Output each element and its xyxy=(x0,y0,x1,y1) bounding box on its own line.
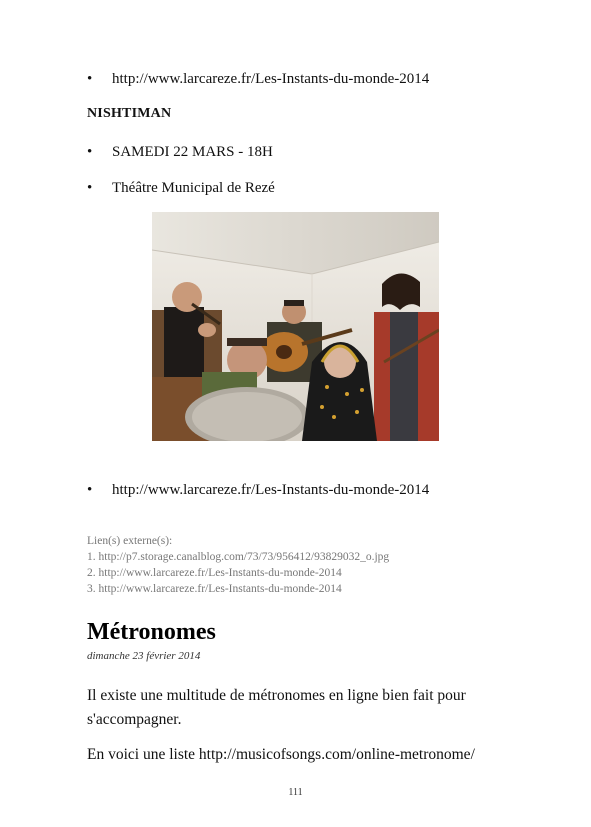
external-link-3[interactable]: 3. http://www.larcareze.fr/Les-Instants-du-monde-2014 xyxy=(87,583,342,595)
article-paragraph-1: Il existe une multitude de métronomes en ligne bien fait pour s'accompagner. xyxy=(87,687,466,728)
bullet-link-text[interactable]: http://www.larcareze.fr/Les-Instants-du-monde-2014 xyxy=(112,482,430,498)
bullet-symbol: • xyxy=(87,180,93,196)
event-venue-text: Théâtre Municipal de Rezé xyxy=(112,180,275,196)
article-paragraph-2: En voici une liste http://musicofsongs.com/online-metronome/ xyxy=(87,746,475,763)
article-date: dimanche 23 février 2014 xyxy=(87,650,201,662)
external-links xyxy=(87,533,389,597)
event-date-text: SAMEDI 22 MARS - 18H xyxy=(112,144,273,160)
event-name: NISHTIMAN xyxy=(87,106,172,121)
bullet-symbol: • xyxy=(87,482,93,498)
external-link-2[interactable]: 2. http://www.larcareze.fr/Les-Instants-du-monde-2014 xyxy=(87,567,342,579)
bullet-symbol: • xyxy=(87,71,93,87)
bullet-link-text[interactable]: http://www.larcareze.fr/Les-Instants-du-monde-2014 xyxy=(112,71,430,87)
external-link-1[interactable]: 1. http://p7.storage.canalblog.com/73/73/956412/93829032_o.jpg xyxy=(87,551,390,563)
band-photo xyxy=(152,212,439,441)
external-links-heading: Lien(s) externe(s): xyxy=(87,535,173,547)
article-title: Métronomes xyxy=(87,619,216,645)
page-number: 111 xyxy=(288,787,303,798)
bullet-symbol: • xyxy=(87,144,93,160)
